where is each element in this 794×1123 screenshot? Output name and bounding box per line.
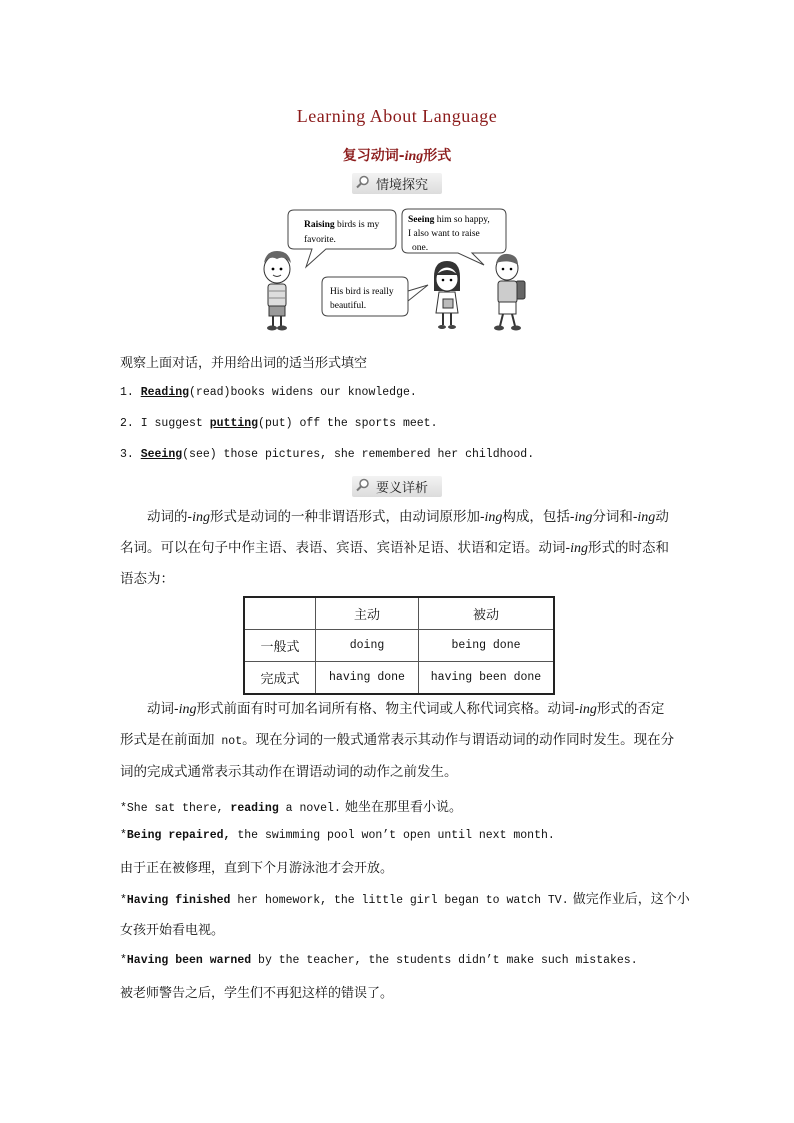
table-row: 一般式 doing being done: [244, 630, 554, 662]
exercise-item-2: 2. I suggest putting(put) off the sports meet.: [120, 417, 438, 430]
answer-1: Reading: [140, 386, 190, 399]
table-header-row: 主动 被动: [244, 597, 554, 630]
exercise-item-3: 3. Seeing(see) those pictures, she remembered her childhood.: [120, 448, 535, 461]
analysis-paragraph-1: 动词的-ing形式是动词的一种非谓语形式，由动词原形加-ing构成，包括-ing分词和-ing动名词。可以在句子中作主语、表语、宾语、宾语补足语、状语和定语。动词-ing形式的时态和语态为：: [120, 509, 669, 587]
svg-text:beautiful.: beautiful.: [330, 301, 367, 311]
speech-bubble-1: [288, 210, 396, 267]
magnifier-icon: [356, 175, 370, 189]
section-header-scenario: 情境探究: [0, 173, 794, 194]
boy-with-backpack-icon: [494, 254, 525, 331]
answer-3: Seeing: [140, 448, 183, 461]
example-1: *She sat there, reading a novel. 她坐在那里看小说。: [120, 800, 462, 815]
example-2-translation: 由于正在被修理，直到下个月游泳池才会开放。: [120, 861, 394, 876]
dialogue-illustration: [262, 205, 534, 335]
svg-text:one.: one.: [412, 243, 429, 253]
section-subtitle: 复习动词-ing形式: [342, 148, 452, 164]
section-header-analysis: 要义详析: [0, 476, 794, 497]
example-3: *Having finished her homework, the little girl began to watch TV. 做完作业后，这个小: [120, 892, 690, 907]
table-row: 完成式 having done having been done: [244, 662, 554, 695]
page-title: Learning About Language: [296, 106, 498, 126]
analysis-paragraph-2: 动词-ing形式前面有时可加名词所有格、物主代词或人称代词宾格。动词-ing形式的否定形式是在前面加 not。现在分词的一般式通常表示其动作与谓语动词的动作同时发生。现在分词的完成式通常表示其动作在谓语动词的动作之前发生。: [120, 701, 675, 780]
exercise-instruction: 观察上面对话，并用给出词的适当形式填空: [120, 356, 368, 371]
girl-figure-icon: [434, 261, 460, 329]
ing-forms-table: [243, 596, 555, 695]
example-3-translation-cont: 女孩开始看电视。: [120, 923, 225, 938]
example-2: *Being repaired, the swimming pool won’t open until next month.: [120, 829, 555, 842]
answer-2: putting: [209, 417, 259, 430]
example-4: *Having been warned by the teacher, the students didn’t make such mistakes.: [120, 954, 638, 967]
exercise-item-1: 1. Reading(read)books widens our knowledge.: [120, 386, 417, 399]
svg-text:I also want to raise: I also want to raise: [408, 229, 480, 239]
magnifier-icon: [356, 478, 370, 492]
example-4-translation: 被老师警告之后，学生们不再犯这样的错误了。: [120, 986, 394, 1001]
svg-text:Seeing him so happy,: Seeing him so happy,: [408, 215, 490, 225]
svg-text:favorite.: favorite.: [304, 235, 336, 245]
speech-bubble-3: [322, 277, 428, 316]
svg-text:Raising birds is my: Raising birds is my: [304, 220, 380, 230]
speech-bubble-2: [402, 209, 506, 265]
svg-text:His bird is really: His bird is really: [330, 287, 394, 297]
boy-figure-icon: [264, 251, 291, 331]
